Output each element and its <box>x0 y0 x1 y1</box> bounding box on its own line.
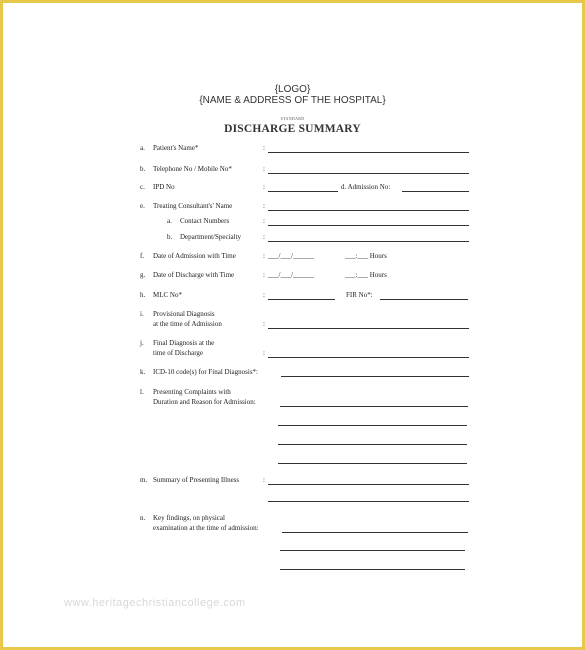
presenting-illness-label: Summary of Presenting Illness <box>153 476 240 484</box>
final-diagnosis-label-2: time of Discharge <box>153 349 204 357</box>
field-letter: c. <box>140 183 145 191</box>
colon: : <box>263 217 265 225</box>
consultant-name-label: Treating Consultant's' Name <box>153 202 233 210</box>
field-letter: h. <box>140 291 146 299</box>
admission-date-field[interactable]: ___/___/______ <box>268 252 314 260</box>
logo-placeholder: {LOGO} <box>274 84 311 95</box>
presenting-illness-field[interactable] <box>268 501 469 502</box>
standard-label: STANDARD <box>280 116 305 121</box>
presenting-complaints-label-2: Duration and Reason for Admission: <box>153 398 256 406</box>
field-letter: f. <box>140 252 145 260</box>
field-letter: e. <box>140 202 145 210</box>
discharge-date-field[interactable]: ___/___/______ <box>268 271 314 279</box>
discharge-time-field[interactable]: ___:___ Hours <box>345 271 387 279</box>
sub-letter: a. <box>167 217 172 225</box>
provisional-diagnosis-field[interactable] <box>268 328 469 329</box>
colon: : <box>263 233 265 241</box>
patient-name-label: Patient's Name* <box>153 144 199 152</box>
field-letter: a. <box>140 144 145 152</box>
colon: : <box>263 165 265 173</box>
field-letter: b. <box>140 165 146 173</box>
colon: : <box>263 320 265 328</box>
field-letter: i. <box>140 310 144 318</box>
provisional-diagnosis-label: Provisional Diagnosis <box>153 310 215 318</box>
patient-name-field[interactable] <box>268 152 469 153</box>
admission-date-label: Date of Admission with Time <box>153 252 236 260</box>
page-title: DISCHARGE SUMMARY <box>224 123 361 135</box>
key-findings-field[interactable] <box>282 532 468 533</box>
mlc-no-field[interactable] <box>268 299 335 300</box>
colon: : <box>263 291 265 299</box>
presenting-complaints-field[interactable] <box>278 425 467 426</box>
field-letter: j. <box>140 339 144 347</box>
key-findings-field[interactable] <box>280 550 465 551</box>
admission-time-field[interactable]: ___:___ Hours <box>345 252 387 260</box>
admission-no-label: d. Admission No: <box>341 183 391 191</box>
field-letter: m. <box>140 476 148 484</box>
field-letter: g. <box>140 271 146 279</box>
colon: : <box>263 183 265 191</box>
department-field[interactable] <box>268 241 469 242</box>
fir-no-field[interactable] <box>380 299 468 300</box>
department-label: Department/Specialty <box>180 233 242 241</box>
key-findings-label: Key findings, on physical <box>153 514 225 522</box>
ipd-no-field[interactable] <box>268 191 338 192</box>
fir-no-label: FIR No*: <box>346 291 373 299</box>
colon: : <box>263 252 265 260</box>
presenting-complaints-label: Presenting Complaints with <box>153 388 231 396</box>
presenting-complaints-field[interactable] <box>278 444 467 445</box>
watermark: www.heritagechristiancollege.com <box>64 597 246 609</box>
presenting-complaints-field[interactable] <box>278 463 467 464</box>
sub-letter: b. <box>167 233 173 241</box>
consultant-name-field[interactable] <box>268 210 469 211</box>
telephone-label: Telephone No / Mobile No* <box>153 165 232 173</box>
final-diagnosis-label: Final Diagnosis at the <box>153 339 215 347</box>
colon: : <box>263 349 265 357</box>
mlc-no-label: MLC No* <box>153 291 182 299</box>
ipd-no-label: IPD No <box>153 183 175 191</box>
colon: : <box>263 144 265 152</box>
colon: : <box>263 271 265 279</box>
field-letter: n. <box>140 514 146 522</box>
provisional-diagnosis-label-2: at the time of Admission <box>153 320 222 328</box>
colon: : <box>263 476 265 484</box>
contact-numbers-label: Contact Numbers <box>180 217 230 225</box>
hospital-name-placeholder: {NAME & ADDRESS OF THE HOSPITAL} <box>199 95 386 106</box>
colon: : <box>263 202 265 210</box>
key-findings-field[interactable] <box>280 569 465 570</box>
telephone-field[interactable] <box>268 173 469 174</box>
icd10-label: ICD-10 code(s) for Final Diagnosis*: <box>153 368 258 376</box>
field-letter: l. <box>140 388 144 396</box>
presenting-complaints-field[interactable] <box>280 406 468 407</box>
icd10-field[interactable] <box>281 376 469 377</box>
field-letter: k. <box>140 368 146 376</box>
key-findings-label-2: examination at the time of admission: <box>153 524 259 532</box>
contact-numbers-field[interactable] <box>268 225 469 226</box>
admission-no-field[interactable] <box>402 191 469 192</box>
final-diagnosis-field[interactable] <box>268 357 469 358</box>
presenting-illness-field[interactable] <box>268 484 469 485</box>
discharge-date-label: Date of Discharge with Time <box>153 271 235 279</box>
